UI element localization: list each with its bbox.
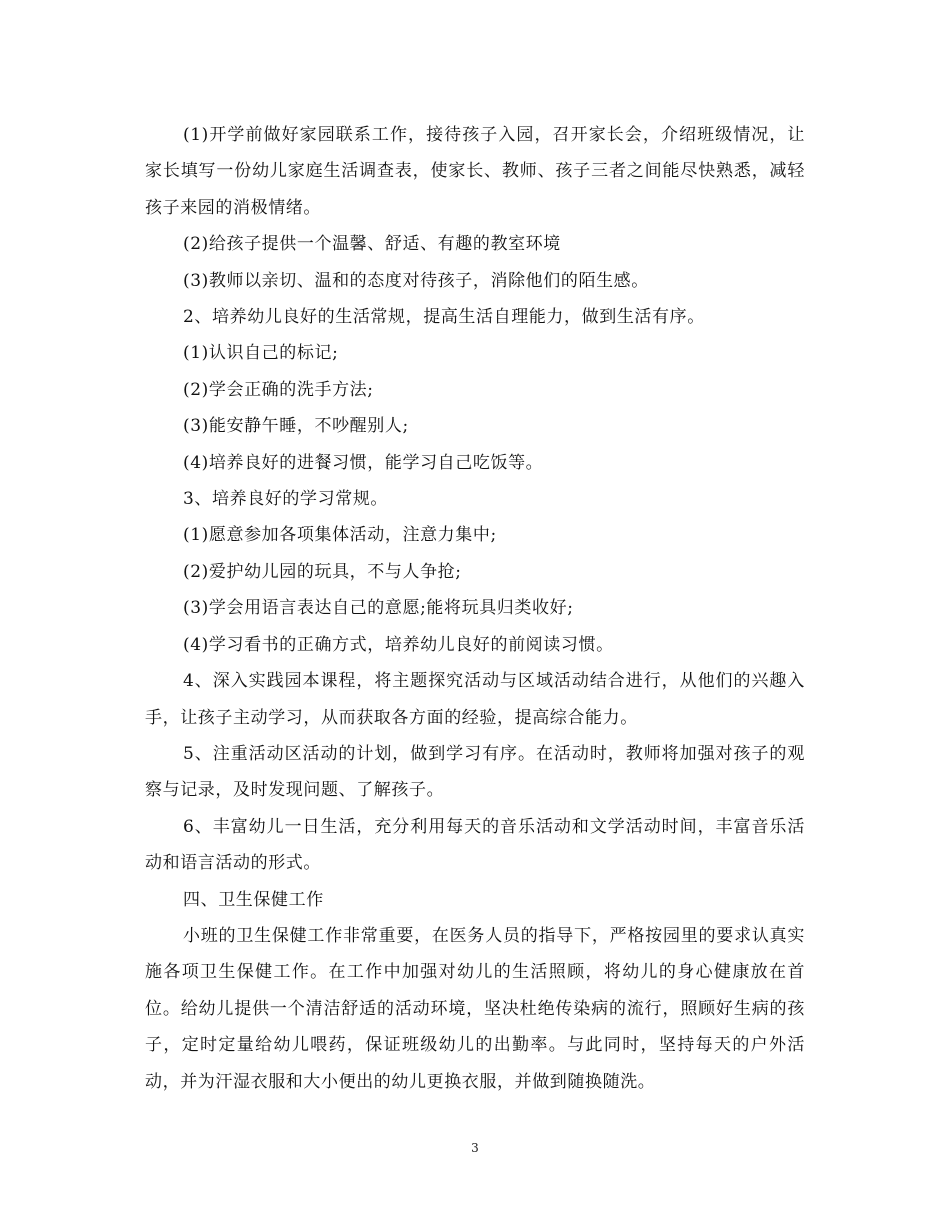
- paragraph-section-3: 3、培养良好的学习常规。: [183, 489, 389, 510]
- paragraph-item-2-2: (2)学会正确的洗手方法;: [183, 379, 374, 400]
- paragraph-section-6: 6、丰富幼儿一日生活，充分利用每天的音乐活动和文学活动时间，丰富音乐活动和语言活动的形式。: [145, 816, 805, 874]
- paragraph-item-3-4: (4)学习看书的正确方式，培养幼儿良好的前阅读习惯。: [183, 634, 614, 655]
- paragraph-section-5: 5、注重活动区活动的计划，做到学习有序。在活动时，教师将加强对孩子的观察与记录，及时发现问题、了解孩子。: [145, 743, 805, 801]
- body-text: [145, 117, 805, 1100]
- paragraph-item-1-3: (3)教师以亲切、温和的态度对待孩子，消除他们的陌生感。: [183, 270, 649, 291]
- paragraph-item-2-3: (3)能安静午睡，不吵醒别人;: [183, 416, 409, 437]
- paragraph-health-body: 小班的卫生保健工作非常重要，在医务人员的指导下，严格按园里的要求认真实施各项卫生保健工作。在工作中加强对幼儿的生活照顾，将幼儿的身心健康放在首位。给幼儿提供一个清洁舒适的活动环境，坚决杜绝传染病的流行，照顾好生病的孩子，定时定量给幼儿喂药，保证班级幼儿的出勤率。与此同时，坚持每天的户外活动，并为汗湿衣服和大小便出的幼儿更换衣服，并做到随换随洗。: [145, 925, 805, 1092]
- section-heading-health: 四、卫生保健工作: [183, 889, 324, 910]
- paragraph-item-1-1: (1)开学前做好家园联系工作，接待孩子入园，召开家长会，介绍班级情况，让家长填写一份幼儿家庭生活调查表，使家长、教师、孩子三者之间能尽快熟悉，减轻孩子来园的消极情绪。: [145, 125, 805, 218]
- paragraph-section-4: 4、深入实践园本课程，将主题探究活动与区域活动结合进行，从他们的兴趣入手，让孩子主动学习，从而获取各方面的经验，提高综合能力。: [145, 671, 805, 728]
- paragraph-item-2-4: (4)培养良好的进餐习惯，能学习自己吃饭等。: [183, 452, 544, 473]
- paragraph-item-3-3: (3)学会用语言表达自己的意愿;能将玩具归类收好;: [183, 598, 574, 619]
- paragraph-item-1-2: (2)给孩子提供一个温馨、舒适、有趣的教室环境: [183, 234, 561, 255]
- paragraph-item-3-1: (1)愿意参加各项集体活动，注意力集中;: [183, 525, 497, 546]
- paragraph-item-2-1: (1)认识自己的标记;: [183, 343, 339, 364]
- page-number: 3: [471, 1141, 479, 1155]
- paragraph-item-3-2: (2)爱护幼儿园的玩具，不与人争抢;: [183, 561, 462, 582]
- paragraph-section-2: 2、培养幼儿良好的生活常规，提高生活自理能力，做到生活有序。: [183, 307, 705, 328]
